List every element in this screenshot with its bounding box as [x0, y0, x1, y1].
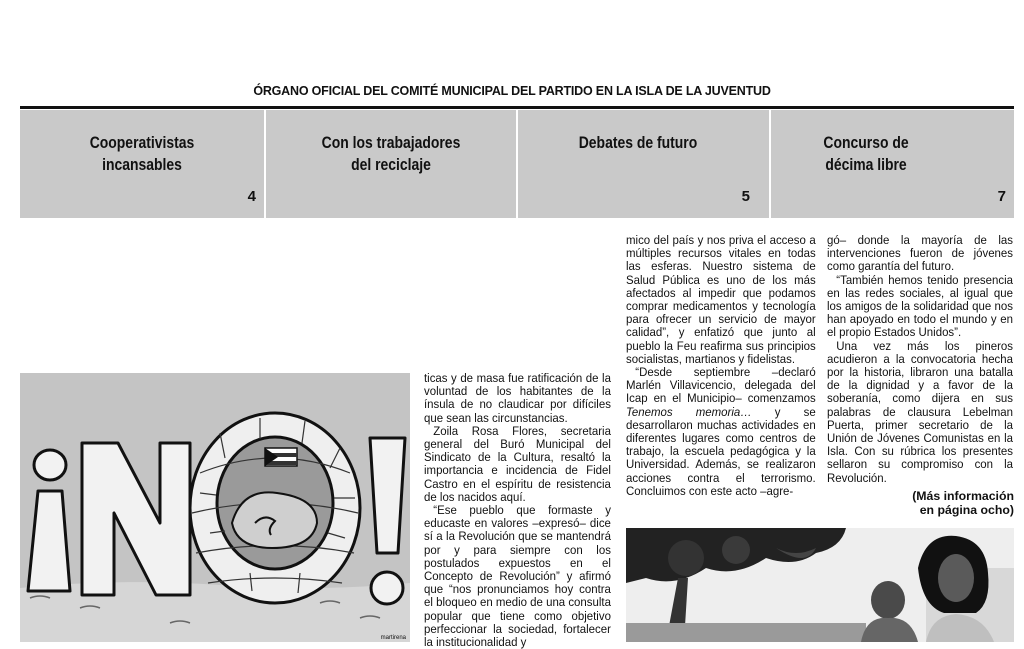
paragraph: ticas y de masa fue ratificación de la voluntad de los habitantes de la ínsula de no claudicar por difíciles que sean las circunstancias.: [424, 371, 611, 425]
teaser-title: Debates de futuro: [578, 133, 698, 152]
paragraph: mico del país y nos priva el acceso a múltiples recursos vitales en todas las esferas. Nuestro sistema de Salud Pública es uno de los más afectados al impedir que podamos comprar medicamentos y tecnología para ofrecer un servicio de mayor calidad”, y enfatizó que junto al pueblo la Feu reafirma sus principios socialistas, martianos y fidelistas.: [626, 233, 816, 366]
masthead: ÓRGANO OFICIAL DEL COMITÉ MUNICIPAL DEL PARTIDO EN LA ISLA DE LA JUVENTUD: [253, 84, 771, 98]
paragraph: “También hemos tenido presencia en las redes sociales, al igual que los amigos de la solidaridad que nos han apoyado en todo el mundo y en el propio Estados Unidos”.: [827, 272, 1013, 340]
cartoon-no: [20, 373, 410, 642]
photo-drawing: [626, 528, 1014, 642]
more-info-note[interactable]: (Más información en página ocho): [912, 489, 1014, 517]
teaser-reciclaje[interactable]: [266, 110, 516, 218]
teaser-cooperativistas[interactable]: [20, 110, 264, 218]
masthead-rule: [20, 106, 1014, 109]
article-column-3: [827, 234, 1013, 485]
teaser-page-number: 4: [247, 188, 256, 205]
article-column-1: [424, 372, 611, 649]
paragraph: Zoila Rosa Flores, secretaria general del Buró Municipal del Sindicato de la Cultura, resaltó la importancia e incidencia de Fidel Castro en el espíritu de resistencia de los nacidos aquí.: [424, 423, 611, 504]
teaser-page-number: 7: [997, 188, 1006, 205]
article-column-2: [626, 234, 816, 498]
paragraph: “Desde septiembre –declaró Marlén Villavicencio, delegada del Icap en el Municipio– comenzamos Tenemos memoria… y se desarrollaron muchas actividades en diferentes lugares como centros de trabajo, la escuela pedagógica y la Universidad. Además, se realizaron acciones contra el terrorismo. Concluimos con este acto –agre-: [626, 365, 816, 498]
event-photo: [626, 528, 1014, 642]
paragraph: gó– donde la mayoría de las intervenciones fueron de jóvenes como garantía del futuro.: [827, 233, 1013, 274]
teaser-debates[interactable]: [518, 110, 758, 218]
teaser-title: Concurso de décima libre: [823, 133, 909, 174]
event-name: Tenemos memoria…: [626, 404, 752, 419]
teaser-title: Cooperativistas incansables: [89, 133, 195, 174]
cartoon-signature: martirena: [380, 635, 406, 641]
teaser-page-number: 5: [741, 188, 750, 205]
cartoon-drawing: [20, 373, 410, 642]
paragraph: “Ese pueblo que formaste y educaste en valores –expresó– dice sí a la Revolución que se mantendrá por y para siempre con los postulados expuestos en el Concepto de Revolución” y afirmó que “nos pronunciamos hoy contra el bloqueo en medio de una consulta popular que tiene como objetivo perfeccionar la sociedad, fortalecer la institucionalidad y: [424, 503, 611, 649]
paragraph: Una vez más los pineros acudieron a la convocatoria hecha por la historia, libraron una batalla de la dignidad y a favor de la soberanía, como dijera en sus palabras de clausura Lebelman Puerta, primer secretario de la Unión de Jóvenes Comunistas en la Isla. Con su rúbrica los presentes sellaron su compromiso con la Revolución.: [827, 338, 1013, 485]
teaser-band: [20, 110, 1014, 218]
teaser-title: Con los trabajadores del reciclaje: [321, 133, 461, 174]
teaser-concurso[interactable]: [771, 110, 1014, 218]
